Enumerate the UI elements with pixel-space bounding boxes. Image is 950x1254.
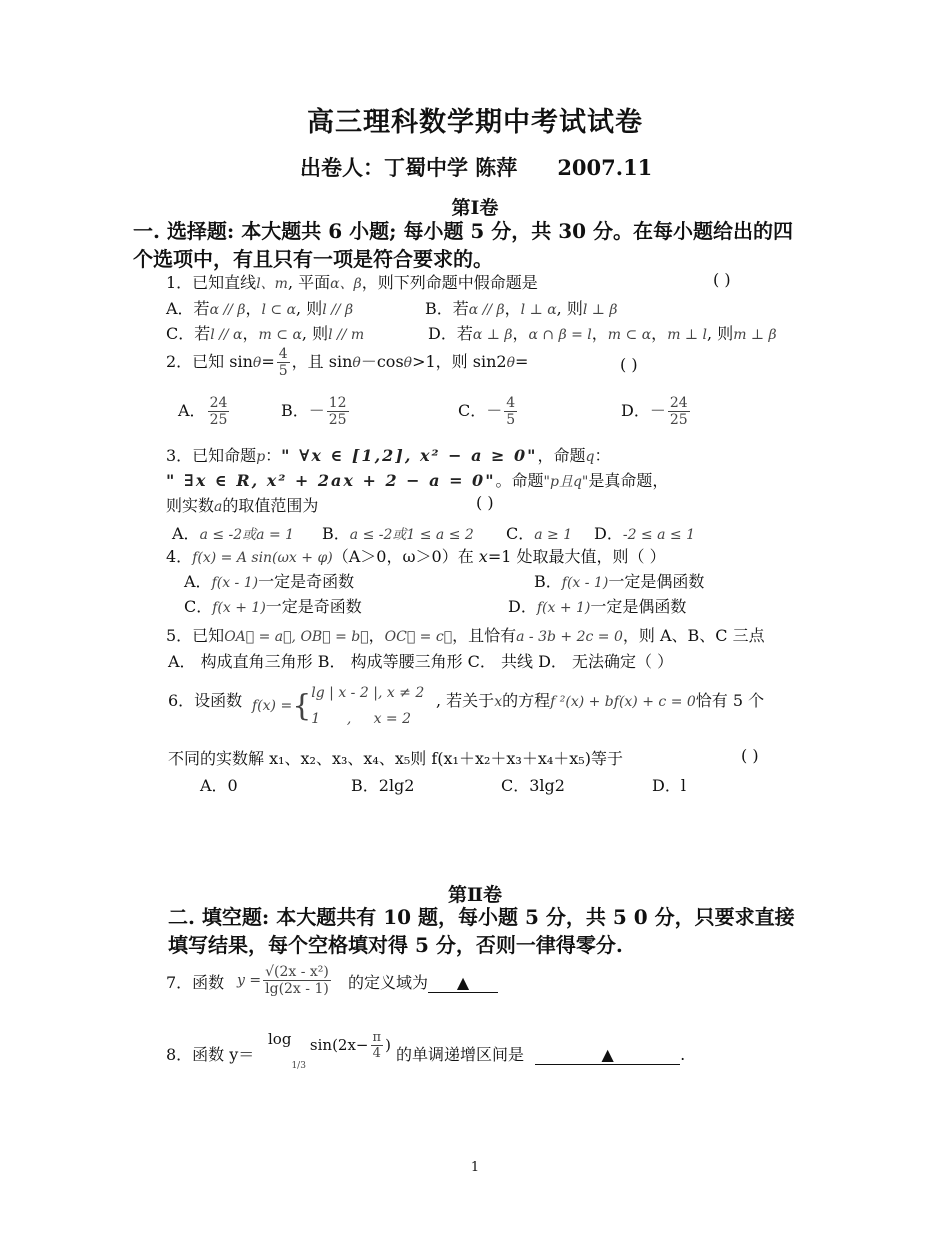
q3-answer-paren: ( ) <box>476 493 494 512</box>
q4-option-b: B．f(x - 1)一定是偶函数 <box>534 572 705 591</box>
q3-option-d: D．-2 ≤ a ≤ 1 <box>594 524 695 543</box>
part2-heading: 第Ⅱ卷 <box>447 884 502 906</box>
q1-stem: 1．已知直线l、m, 平面α、β，则下列命题中假命题是 <box>166 273 538 292</box>
q1-answer-paren: ( ) <box>713 270 731 289</box>
q8-answer-blank[interactable] <box>535 1045 680 1065</box>
q1-option-d: D．若α ⊥ β，α ∩ β = l，m ⊂ α，m ⊥ l, 则m ⊥ β <box>428 324 777 343</box>
q8-stem-b: 的单调递增区间是 ▲ . <box>396 1045 686 1064</box>
q5-stem: 5．已知OA⃗ = a⃗, OB⃗ = b⃗，OC⃗ = c⃗，且恰有a - 3b + 2c = 0，则 A、B、C 三点 <box>166 626 765 645</box>
q6-stem-line1b: , 若关于x的方程f ²(x) + bf(x) + c = 0恰有 5 个 <box>436 691 765 710</box>
part2-section-title: 二. 填空题: 本大题共有 10 题，每小题 5 分，共 5 0 分，只要求直接填写结果，每个空格填对得 5 分，否则一律得零分. <box>168 905 795 957</box>
part1-section-title: 一. 选择题: 本大题共 6 小题; 每小题 5 分，共 30 分。在每小题给出的四个选项中，有且只有一项是符合要求的。 <box>133 219 794 271</box>
exam-date: 2007.11 <box>557 155 653 180</box>
triangle-marker-icon: ▲ <box>456 973 470 992</box>
q1-option-a: A．若α // β，l ⊂ α, 则l // β <box>166 299 354 318</box>
q1-option-c: C．若l // α，m ⊂ α, 则l // m <box>166 324 365 343</box>
q6-answer-paren: ( ) <box>741 746 759 765</box>
q8-log-expression: $\log_{1/3}\sin(2x-$ $\frac{\pi}{4}$ ) <box>268 1030 391 1071</box>
q6-option-d: D．l <box>652 776 686 795</box>
exam-subtitle <box>300 152 652 182</box>
part1-heading: 第Ⅰ卷 <box>451 197 499 219</box>
q2-fraction: $\frac{4}{5}$ <box>278 346 288 379</box>
q7-stem-b: 的定义域为 ▲ <box>348 970 498 993</box>
q5-options: A． 构成直角三角形 B． 构成等腰三角形 C． 共线 D． 无法确定（ ） <box>168 652 674 671</box>
q4-stem: 4．f(x) = A sin(ωx + φ)（A＞0，ω＞0）在 x=1 处取最大值，则（ ） <box>166 547 666 566</box>
author: 出卷人：丁蜀中学 陈萍 <box>300 155 518 180</box>
q4-option-a: A．f(x - 1)一定是奇函数 <box>184 572 355 591</box>
q2-option-a: A． $\frac{24}{25}$ <box>178 395 228 428</box>
q4-option-c: C．f(x + 1)一定是奇函数 <box>184 597 362 616</box>
page-number: 1 <box>470 1160 480 1175</box>
q6-option-b: B．2lg2 <box>351 776 415 795</box>
q7-function: y = $\frac{\text{√(2x - x²)}}{\lg(2x - 1)}$ <box>237 964 329 997</box>
triangle-marker-icon: ▲ <box>601 1045 614 1064</box>
brace-symbol: { <box>292 688 312 724</box>
q6-option-a: A．0 <box>200 776 238 795</box>
q7-stem: 7．函数 <box>166 973 225 992</box>
q2-stem: 2．已知 sinθ= $\frac{4}{5}$ ，且 sinθ－cosθ>1，则 sin2θ= <box>166 346 529 379</box>
q6-option-c: C．3lg2 <box>501 776 565 795</box>
q3-option-c: C．a ≥ 1 <box>506 524 573 543</box>
q6-stem-line2: 不同的实数解 x₁、x₂、x₃、x₄、x₅则 f(x₁＋x₂＋x₃＋x₄＋x₅)等于 <box>168 749 623 768</box>
q8-stem: 8．函数 y＝ <box>166 1045 255 1064</box>
q6-stem-line1: 6．设函数 <box>168 691 243 710</box>
q2-option-c: C．－ $\frac{4}{5}$ <box>458 395 516 428</box>
q3-stem-line3: 则实数a的取值范围为 <box>166 496 319 515</box>
q3-stem-line1: 3．已知命题p：" ∀x ∈ [1,2], x² − a ≥ 0"，命题q： <box>166 446 611 465</box>
q2-option-b: B．－ $\frac{12}{25}$ <box>281 395 347 428</box>
q7-answer-blank[interactable] <box>428 973 498 993</box>
q2-answer-paren: ( ) <box>620 355 638 374</box>
q2-option-d: D．－ $\frac{24}{25}$ <box>621 395 688 428</box>
q3-stem-line2: " ∃x ∈ R, x² + 2ax + 2 − a = 0"。命题"p且q"是真命题， <box>166 471 669 490</box>
q4-option-d: D．f(x + 1)一定是偶函数 <box>508 597 687 616</box>
q3-option-a: A．a ≤ -2或a = 1 <box>172 524 295 543</box>
q3-option-b: B．a ≤ -2或1 ≤ a ≤ 2 <box>322 524 474 543</box>
exam-title: 高三理科数学期中考试试卷 <box>307 107 643 138</box>
q1-option-b: B．若α // β，l ⊥ α, 则l ⊥ β <box>425 299 618 318</box>
q6-piecewise-function: f(x) ={ lg | x - 2 |, x ≠ 2 1 , x = 2 <box>252 685 425 727</box>
q7-fraction: $\frac{\text{√(2x - x²)}}{\lg(2x - 1)}$ <box>265 964 329 997</box>
